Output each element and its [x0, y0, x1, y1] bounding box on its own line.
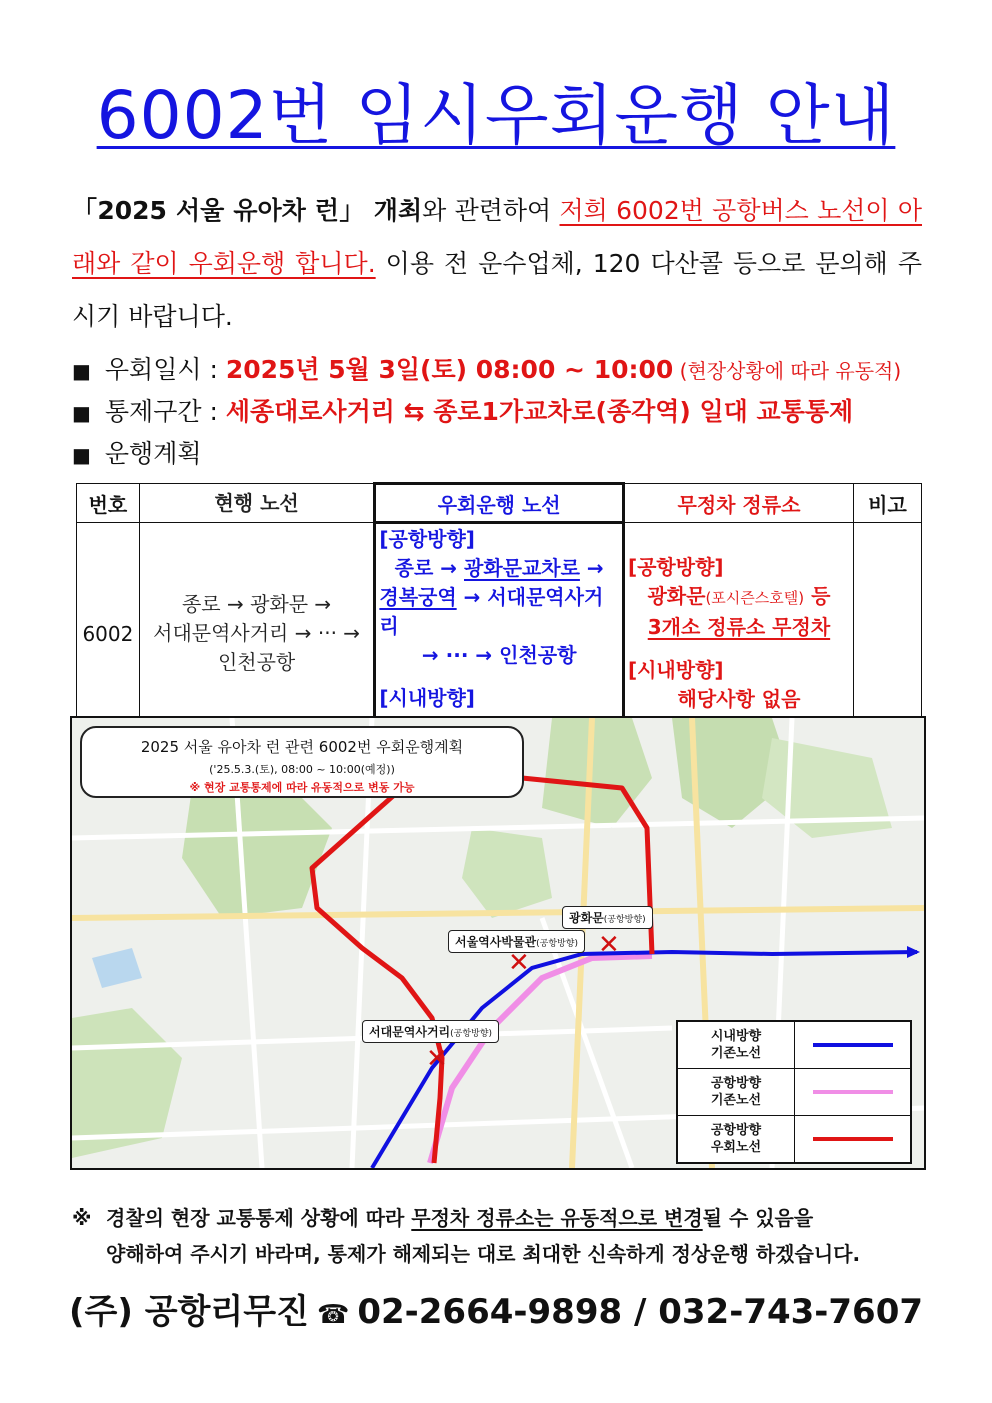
- page-title: 6002번 임시우회운행 안내: [96, 77, 896, 154]
- stops-city-label: [시내방향]: [627, 658, 724, 682]
- current-route-line: 서대문역사거리 → ··· →: [153, 621, 361, 645]
- table-row: [77, 523, 922, 745]
- stops-city-value: 해당사항 없음: [677, 687, 801, 711]
- header-number: 번호: [77, 484, 140, 523]
- map-info-warning: ※ 현장 교통통제에 따라 유동적으로 변동 가능: [189, 781, 415, 794]
- square-bullet-icon: ■: [72, 359, 91, 383]
- intro-text-1: 와 관련하여: [422, 196, 560, 225]
- legend-row: [678, 1022, 910, 1069]
- bullet-control-section: [72, 392, 853, 428]
- table-header-row: [77, 484, 922, 523]
- map-legend: [676, 1020, 912, 1164]
- route-number: 6002: [77, 523, 140, 745]
- legend-label: 시내방향 기존노선: [678, 1022, 795, 1068]
- header-current-route: 현행 노선: [139, 484, 375, 523]
- stop-direction: (공항방향): [536, 939, 578, 949]
- detour-city-label: [시내방향]: [379, 686, 475, 710]
- legend-row: [678, 1116, 910, 1162]
- detour-text: →: [579, 556, 604, 580]
- skipped-stop-x-icon: ✕: [598, 930, 620, 960]
- skipped-stop-x-icon: ✕: [426, 1044, 448, 1074]
- remarks: [853, 523, 921, 745]
- phone-icon: ☎: [316, 1300, 350, 1330]
- detour-datetime: 2025년 5월 3일(토) 08:00 ~ 10:00: [225, 355, 674, 384]
- route-map: [70, 716, 926, 1170]
- stop-direction: (공항방향): [603, 915, 646, 925]
- detour-text: 종로 →: [394, 556, 464, 580]
- company-name: (주) 공항리무진: [68, 1292, 309, 1332]
- square-bullet-icon: ■: [72, 401, 91, 425]
- stop-gwanghwamun: 광화문: [647, 584, 706, 608]
- stop-text: 등: [804, 584, 831, 608]
- bullet-label: 통제구간 :: [104, 397, 226, 426]
- current-route-line: 종로 → 광화문 →: [181, 592, 332, 616]
- detour-airbound-label: [공항방향]: [379, 527, 475, 551]
- detour-text: → 서대문역사거리: [379, 585, 604, 638]
- intro-highlight: 저희 6002번 공항버스 노선이 아래와 같이 우회운행 합니다.: [72, 196, 922, 278]
- detour-gyeongbokgung: 경복궁역: [379, 585, 457, 609]
- map-info-box: [80, 726, 524, 798]
- control-section-value: 세종대로사거리 ⇆ 종로1가교차로(종각역) 일대 교통통제: [225, 397, 854, 426]
- operation-plan-table: [76, 482, 922, 746]
- detour-line-3: → ··· → 인천공항: [421, 643, 577, 667]
- current-route-line: 인천공항: [217, 650, 296, 674]
- notice-mark: ※: [72, 1206, 92, 1230]
- detour-line-1: [379, 554, 619, 583]
- bullet-label: 운행계획: [104, 439, 202, 468]
- phone-numbers: 02-2664-9898 / 032-743-7607: [357, 1292, 924, 1332]
- detour-gwanghwamun-junction: 광화문교차로: [464, 556, 580, 580]
- bullet-label: 우회일시 :: [104, 355, 226, 384]
- bullet-operation-plan: [72, 434, 202, 470]
- legend-line: [795, 1116, 910, 1162]
- detour-line-2: [379, 583, 619, 641]
- notice-line-2: 양해하여 주시기 바라며, 통제가 해제되는 대로 최대한 신속하게 정상운행 하겠습니다.: [106, 1242, 861, 1266]
- intro-text-2: 이용 전 운수업체, 120 다산콜 등으로 문의해 주시기 바랍니다.: [72, 249, 922, 331]
- map-label-seodaemun: [362, 1020, 499, 1043]
- header-remarks: 비고: [853, 484, 921, 523]
- intro-event: 「2025 서울 유아차 런」 개최: [72, 196, 423, 225]
- stops-line-1: [628, 582, 850, 613]
- detour-route: [375, 523, 624, 745]
- stops-airbound-label: [공항방향]: [627, 555, 724, 579]
- skipped-stop-x-icon: ✕: [508, 948, 530, 978]
- map-label-gwanghwamun: [562, 906, 653, 929]
- stop-name: 서울역사박물관: [455, 935, 537, 949]
- map-info-date: ('25.5.3.(토), 08:00 ~ 10:00(예정)): [209, 763, 395, 776]
- footer-contact: [0, 1284, 992, 1333]
- intro-paragraph: [72, 184, 922, 343]
- stops-line-2: 3개소 정류소 무정차: [647, 615, 831, 639]
- legend-label: 공항방향 기존노선: [678, 1069, 795, 1115]
- stop-four-seasons: (포시즌스호텔): [705, 589, 805, 607]
- legend-label: 공항방향 우회노선: [678, 1116, 795, 1162]
- notice-line-1: 경찰의 현장 교통통제 상황에 따라 무정차 정류소는 유동적으로 변경될 수 있음을: [106, 1206, 814, 1230]
- skipped-stops: [623, 523, 853, 745]
- notice: [72, 1200, 922, 1272]
- stop-direction: (공항방향): [450, 1029, 492, 1039]
- stop-name: 광화문: [569, 911, 604, 925]
- legend-line: [795, 1022, 910, 1068]
- legend-line: [795, 1069, 910, 1115]
- bullet-detour-date: [72, 350, 901, 386]
- legend-row: [678, 1069, 910, 1116]
- square-bullet-icon: ■: [72, 443, 91, 467]
- current-route: [139, 523, 375, 745]
- header-skipped-stops: 무정차 정류소: [623, 484, 853, 523]
- map-info-title: 2025 서울 유아차 런 관련 6002번 우회운행계획: [140, 738, 464, 756]
- header-detour-route: 우회운행 노선: [375, 484, 624, 523]
- stop-name: 서대문역사거리: [369, 1025, 451, 1039]
- detour-datetime-note: (현장상황에 따라 유동적): [673, 359, 902, 383]
